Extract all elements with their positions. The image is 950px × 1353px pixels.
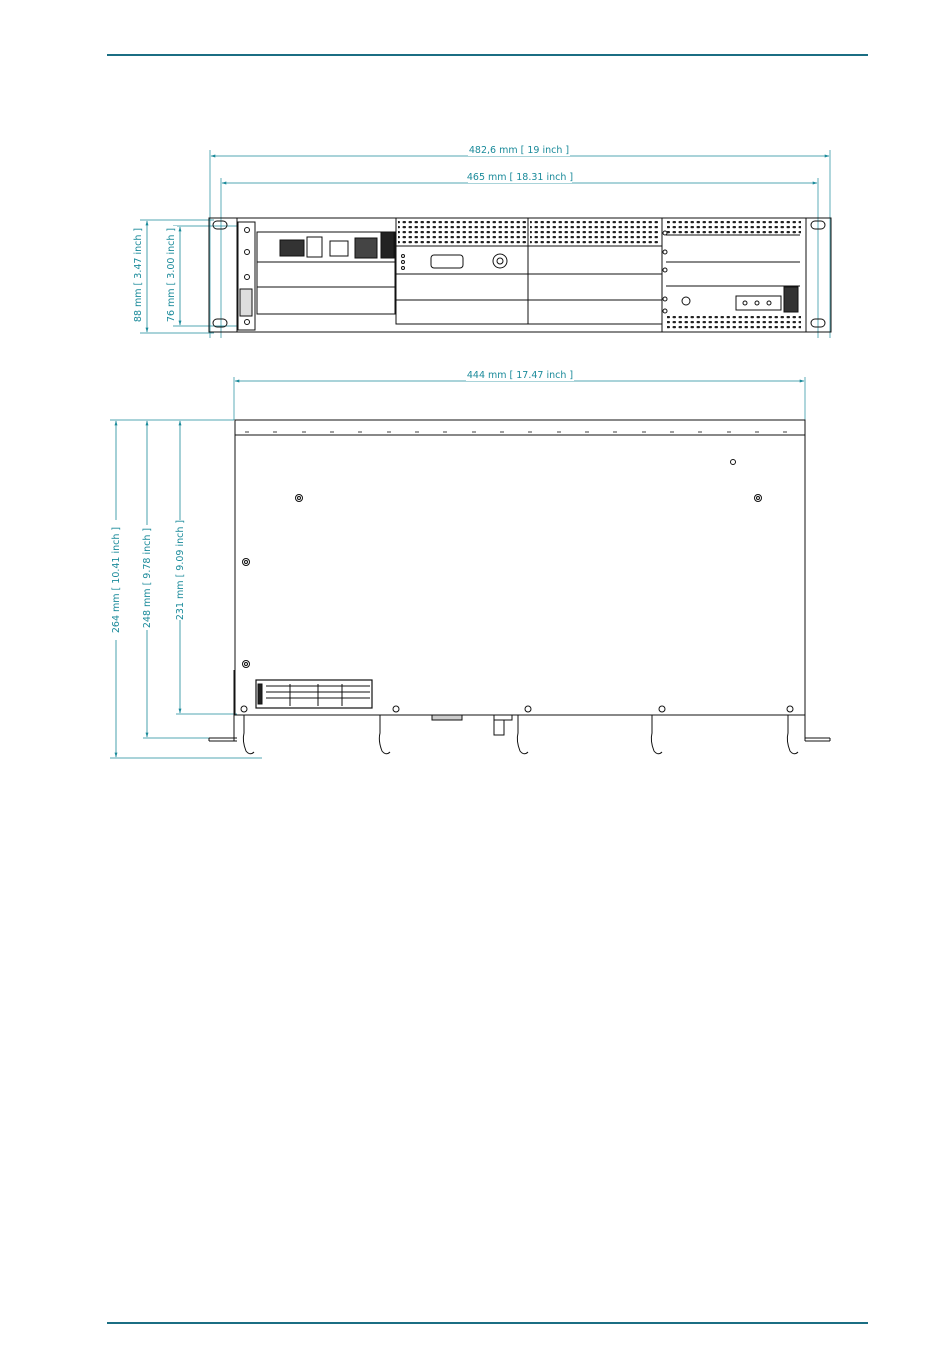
dim-overall-height: 88 mm [ 3.47 inch ]	[133, 227, 144, 323]
top-view	[110, 377, 830, 758]
dim-panel-height: 76 mm [ 3.00 inch ]	[166, 227, 177, 323]
dim-body-depth: 231 mm [ 9.09 inch ]	[175, 519, 186, 621]
dim-top-width: 444 mm [ 17.47 inch ]	[466, 370, 574, 381]
dim-body-width: 465 mm [ 18.31 inch ]	[466, 172, 574, 183]
dim-overall-depth: 264 mm [ 10.41 inch ]	[111, 526, 122, 634]
dim-overall-width: 482,6 mm [ 19 inch ]	[468, 145, 570, 156]
dim-mid-depth: 248 mm [ 9.78 inch ]	[142, 527, 153, 629]
